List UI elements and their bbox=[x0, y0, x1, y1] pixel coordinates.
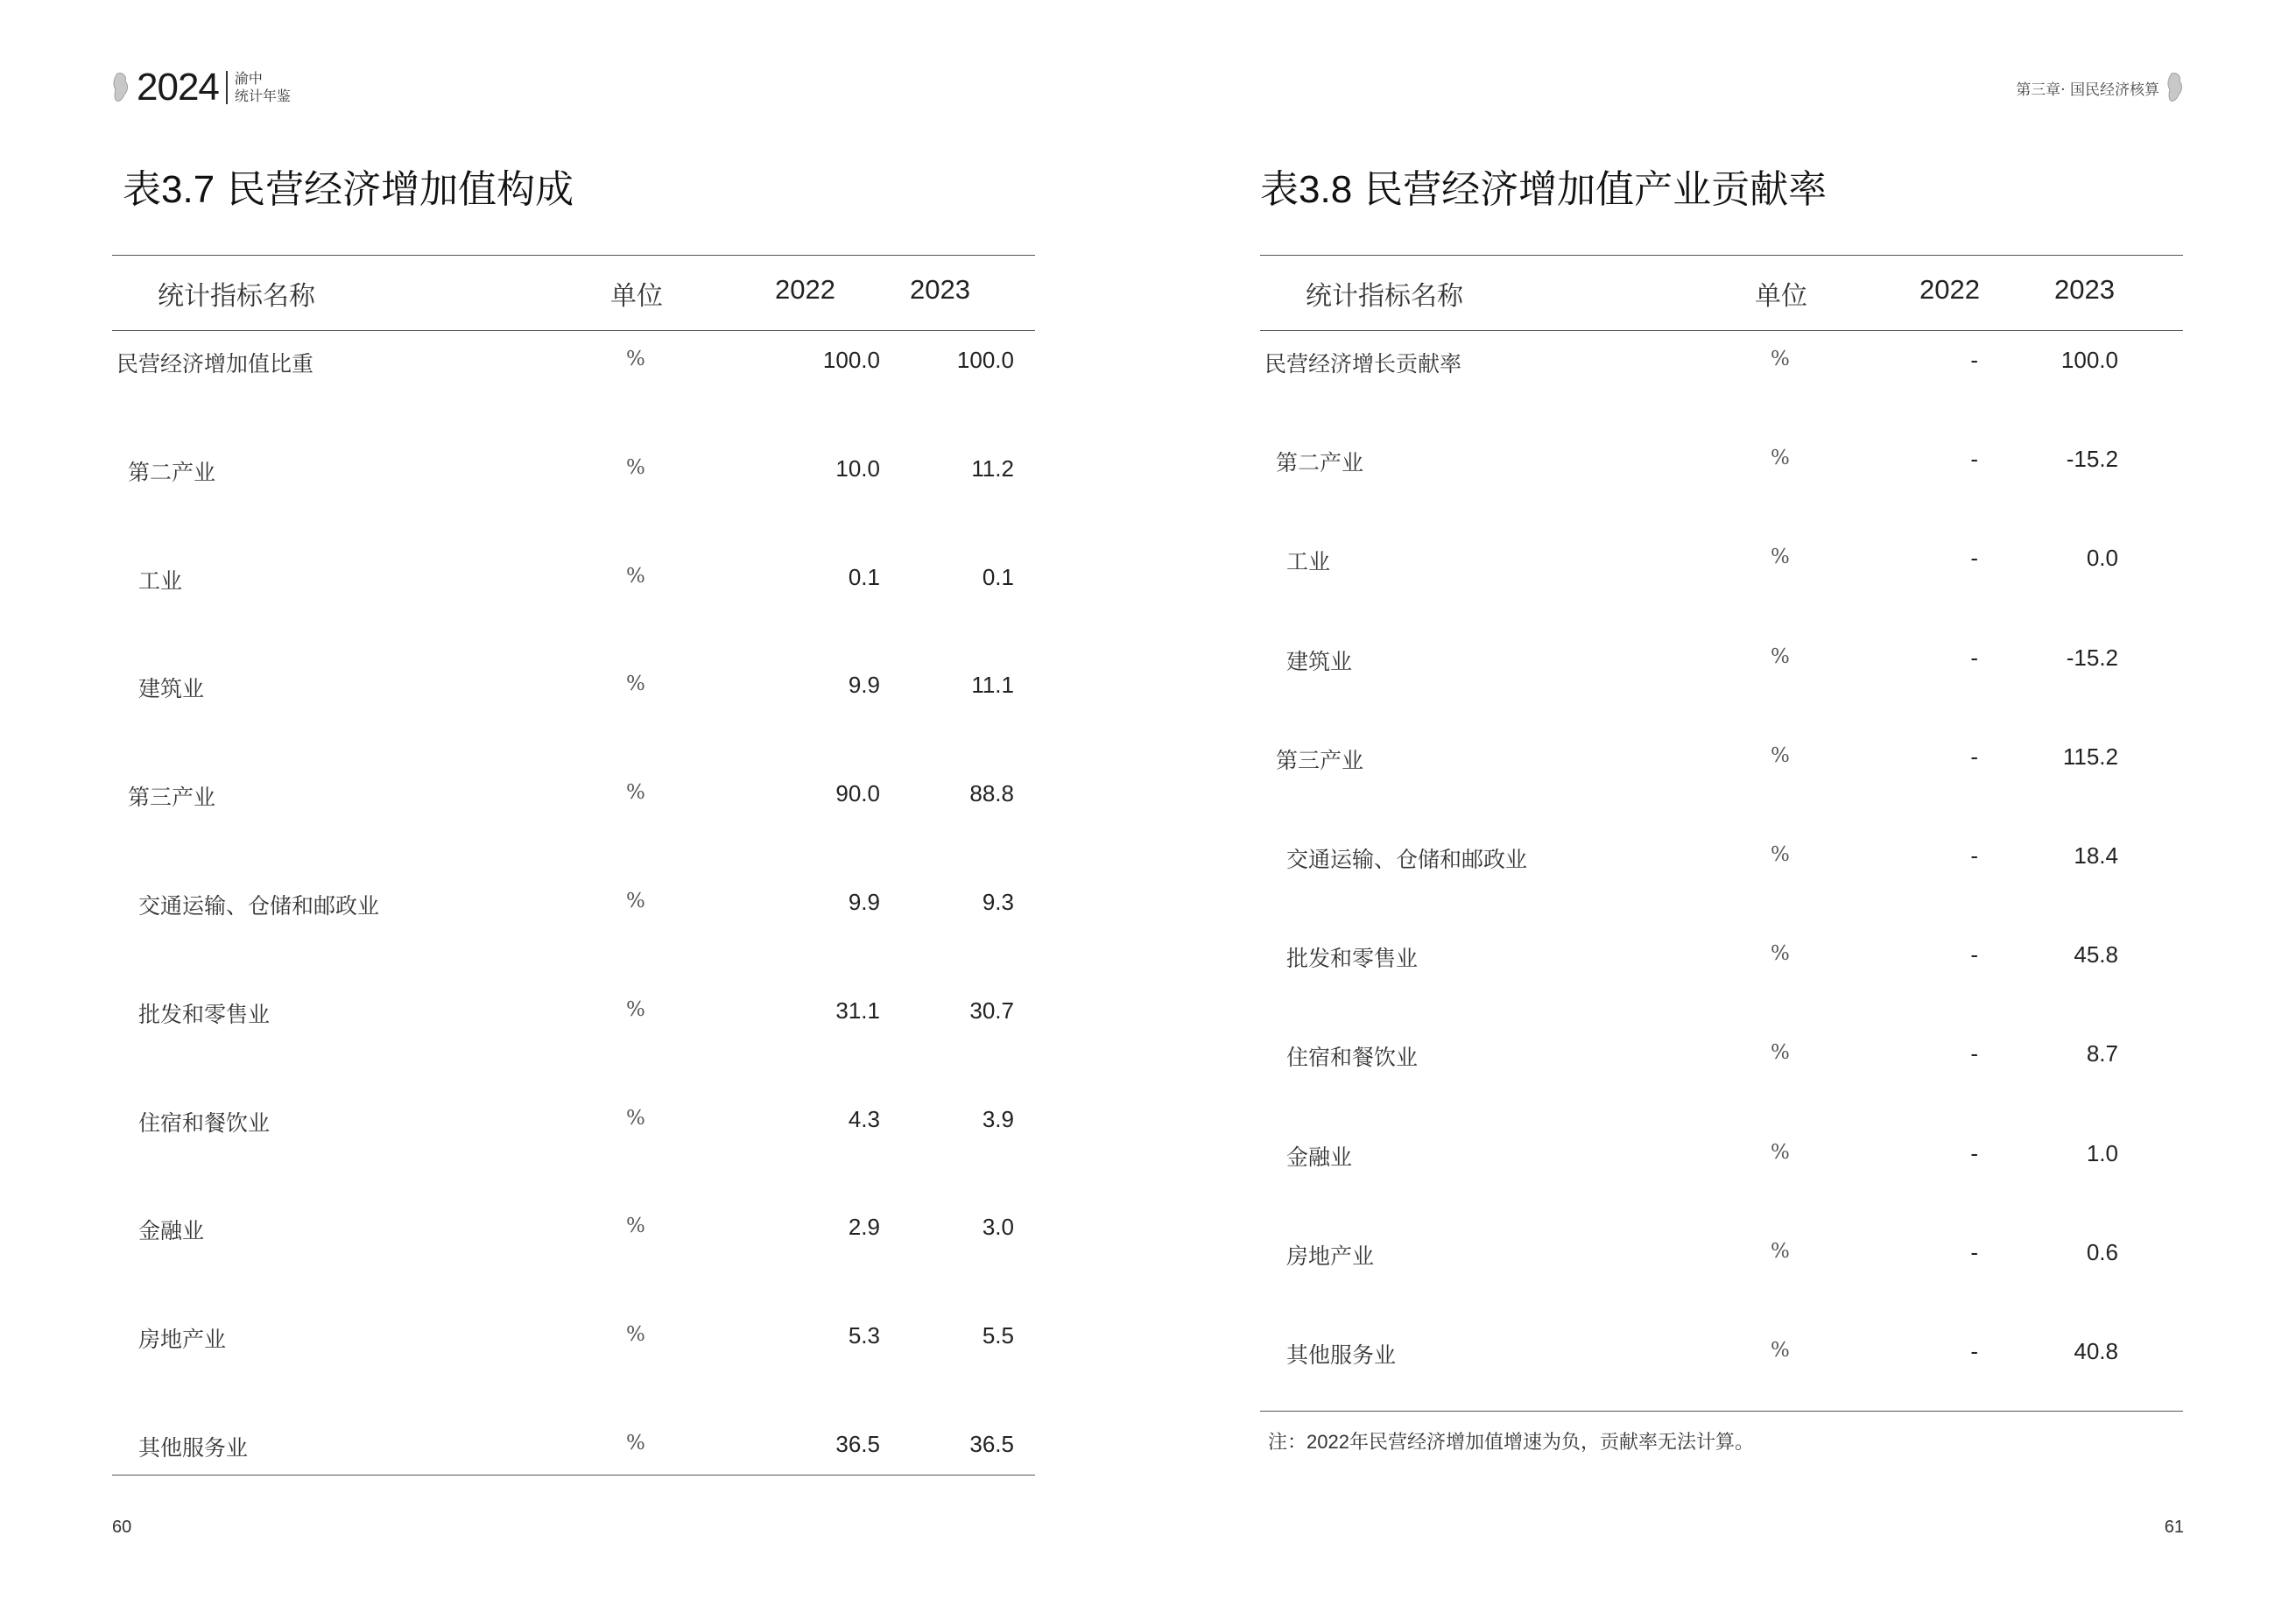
row-value-2023: -15.2 bbox=[2066, 644, 2118, 671]
header-year-2022: 2022 bbox=[1919, 274, 1980, 305]
header-unit: 单位 bbox=[610, 281, 663, 312]
row-value-2022: 0.1 bbox=[848, 563, 880, 590]
row-name: 第三产业 bbox=[128, 785, 216, 811]
row-unit: % bbox=[626, 673, 645, 696]
row-value-2023: 18.4 bbox=[2074, 842, 2118, 869]
row-value-2023: 30.7 bbox=[969, 997, 1014, 1024]
table-row bbox=[1260, 345, 2183, 380]
table38-title-text: 民营经济增加值产业贡献率 bbox=[1364, 167, 1828, 212]
header-book-line1: 渝中 bbox=[234, 70, 263, 87]
row-name: 民营经济增长贡献率 bbox=[1264, 351, 1462, 377]
table-row bbox=[112, 996, 1035, 1031]
table-row bbox=[112, 562, 1035, 597]
table38-title bbox=[1260, 158, 1827, 214]
city-map-icon bbox=[2166, 72, 2184, 103]
row-name: 批发和零售业 bbox=[138, 1001, 271, 1027]
row-value-2022: - bbox=[1970, 743, 1978, 770]
row-unit: % bbox=[1771, 546, 1790, 569]
row-unit: % bbox=[1771, 942, 1790, 966]
page-number-left: 60 bbox=[112, 1518, 132, 1537]
row-name: 交通运输、仓储和邮政业 bbox=[1286, 847, 1528, 872]
table38-title-number: 表3.8 bbox=[1260, 168, 1353, 211]
table-row bbox=[1260, 1039, 2183, 1074]
row-value-2022: - bbox=[1970, 446, 1978, 473]
row-unit: % bbox=[1771, 348, 1790, 370]
header-year-2023: 2023 bbox=[910, 274, 970, 305]
row-value-2023: 45.8 bbox=[2074, 941, 2118, 969]
row-name: 建筑业 bbox=[1286, 648, 1353, 674]
row-value-2022: - bbox=[1970, 1040, 1978, 1067]
row-value-2023: 3.9 bbox=[982, 1105, 1014, 1132]
row-value-2022: 10.0 bbox=[835, 454, 880, 482]
table-row bbox=[112, 1212, 1035, 1247]
note-text: 年民营经济增加值增速为负，贡献率无法计算。 bbox=[1349, 1432, 1754, 1454]
row-value-2022: - bbox=[1970, 1238, 1978, 1265]
row-value-2023: 100.0 bbox=[956, 347, 1014, 373]
row-value-2023: 0.6 bbox=[2086, 1238, 2118, 1265]
row-name: 其他服务业 bbox=[138, 1435, 249, 1461]
row-value-2023: 0.0 bbox=[2086, 545, 2118, 572]
row-value-2023: 88.8 bbox=[969, 780, 1014, 807]
row-unit: % bbox=[626, 1432, 645, 1455]
row-unit: % bbox=[626, 455, 645, 479]
row-unit: % bbox=[1771, 1041, 1790, 1065]
row-value-2023: 115.2 bbox=[2062, 743, 2118, 770]
row-unit: % bbox=[626, 1323, 645, 1347]
table37 bbox=[112, 255, 1035, 1476]
table-row bbox=[112, 454, 1035, 489]
row-value-2023: 3.0 bbox=[982, 1214, 1014, 1241]
row-name: 建筑业 bbox=[138, 676, 205, 702]
row-unit: % bbox=[626, 1106, 645, 1130]
table-row bbox=[1260, 940, 2183, 975]
row-value-2023: 1.0 bbox=[2086, 1139, 2118, 1166]
row-unit: % bbox=[626, 1215, 645, 1238]
row-value-2022: - bbox=[1970, 941, 1978, 969]
table-header-row bbox=[1260, 255, 2183, 330]
table-row bbox=[1260, 1237, 2183, 1272]
right-page bbox=[1148, 0, 2296, 1613]
table37-title bbox=[123, 158, 574, 214]
row-name: 第三产业 bbox=[1276, 747, 1364, 773]
table-header-rule bbox=[112, 330, 1035, 331]
note-year: 2022 bbox=[1306, 1431, 1349, 1453]
table-row bbox=[112, 670, 1035, 705]
header-year-2022: 2022 bbox=[775, 274, 835, 305]
table-header-rule bbox=[1260, 330, 2183, 331]
table38-footnote bbox=[1268, 1427, 1754, 1455]
table-row bbox=[1260, 742, 2183, 777]
row-value-2023: 9.3 bbox=[982, 889, 1014, 915]
table-row bbox=[1260, 841, 2183, 876]
table-row bbox=[112, 887, 1035, 922]
row-unit: % bbox=[626, 997, 645, 1021]
row-unit: % bbox=[626, 348, 645, 370]
note-prefix: 注： bbox=[1268, 1432, 1307, 1454]
row-value-2022: 100.0 bbox=[822, 347, 880, 373]
row-unit: % bbox=[626, 781, 645, 805]
row-value-2023: 11.1 bbox=[971, 672, 1014, 699]
row-value-2022: 9.9 bbox=[848, 889, 880, 915]
table-row bbox=[1260, 1138, 2183, 1173]
row-value-2023: 0.1 bbox=[982, 563, 1014, 590]
row-name: 金融业 bbox=[138, 1218, 205, 1244]
row-value-2023: -15.2 bbox=[2066, 446, 2118, 473]
header-book-line2: 统计年鉴 bbox=[234, 88, 291, 104]
row-value-2023: 8.7 bbox=[2086, 1040, 2118, 1067]
header-year-2023: 2023 bbox=[2054, 274, 2115, 305]
header-book-title bbox=[235, 70, 291, 105]
row-name: 金融业 bbox=[1286, 1144, 1353, 1170]
header-name: 统计指标名称 bbox=[158, 281, 315, 312]
header-unit: 单位 bbox=[1755, 281, 1807, 312]
chapter-header bbox=[2016, 72, 2184, 103]
row-name: 交通运输、仓储和邮政业 bbox=[138, 893, 380, 919]
row-unit: % bbox=[1771, 843, 1790, 866]
table37-title-text: 民营经济增加值构成 bbox=[227, 167, 574, 212]
row-name: 房地产业 bbox=[138, 1327, 227, 1353]
table-row bbox=[1260, 543, 2183, 578]
row-unit: % bbox=[1771, 743, 1790, 767]
row-unit: % bbox=[1771, 644, 1790, 668]
page-number-right: 61 bbox=[2164, 1518, 2184, 1537]
row-unit: % bbox=[626, 890, 645, 912]
table-row bbox=[112, 778, 1035, 814]
row-name: 第二产业 bbox=[1276, 450, 1364, 476]
header-divider bbox=[226, 71, 228, 104]
row-name: 批发和零售业 bbox=[1286, 946, 1419, 972]
row-name: 民营经济增加值比重 bbox=[116, 351, 314, 377]
row-value-2022: 4.3 bbox=[848, 1105, 880, 1132]
yearbook-header bbox=[112, 68, 291, 107]
row-value-2023: 40.8 bbox=[2074, 1338, 2118, 1364]
table-bottom-rule bbox=[1260, 1411, 2183, 1412]
row-value-2022: - bbox=[1970, 1139, 1978, 1166]
table38 bbox=[1260, 255, 2183, 1411]
row-name: 住宿和餐饮业 bbox=[138, 1109, 271, 1136]
row-value-2022: 2.9 bbox=[848, 1214, 880, 1241]
table-row bbox=[112, 1104, 1035, 1139]
table-header-row bbox=[112, 255, 1035, 330]
table37-title-number: 表3.7 bbox=[123, 168, 215, 211]
table-row bbox=[112, 1429, 1035, 1464]
row-value-2023: 5.5 bbox=[982, 1322, 1014, 1349]
table-bottom-rule bbox=[112, 1475, 1035, 1476]
row-value-2023: 100.0 bbox=[2060, 347, 2118, 373]
row-name: 工业 bbox=[1286, 549, 1331, 575]
city-map-icon bbox=[112, 72, 130, 103]
row-unit: % bbox=[1771, 447, 1790, 470]
header-name: 统计指标名称 bbox=[1306, 281, 1463, 312]
row-value-2022: - bbox=[1970, 545, 1978, 572]
header-year: 2024 bbox=[137, 66, 219, 109]
chapter-title: 第三章· 国民经济核算 bbox=[2016, 81, 2159, 99]
row-value-2022: 36.5 bbox=[835, 1431, 880, 1457]
row-value-2022: - bbox=[1970, 347, 1978, 373]
row-value-2022: - bbox=[1970, 644, 1978, 671]
table-row bbox=[112, 1321, 1035, 1356]
row-value-2022: 5.3 bbox=[848, 1322, 880, 1349]
row-unit: % bbox=[1771, 1339, 1790, 1362]
row-name: 第二产业 bbox=[128, 459, 216, 485]
row-name: 房地产业 bbox=[1286, 1243, 1375, 1269]
row-name: 工业 bbox=[138, 567, 183, 594]
row-value-2023: 11.2 bbox=[971, 454, 1014, 482]
row-value-2022: - bbox=[1970, 1338, 1978, 1364]
row-value-2022: 31.1 bbox=[835, 997, 880, 1024]
row-name: 其他服务业 bbox=[1286, 1342, 1397, 1368]
row-unit: % bbox=[1771, 1239, 1790, 1263]
row-value-2022: 90.0 bbox=[835, 780, 880, 807]
row-value-2022: 9.9 bbox=[848, 672, 880, 699]
row-value-2022: - bbox=[1970, 842, 1978, 869]
table-row bbox=[1260, 643, 2183, 678]
row-unit: % bbox=[1771, 1140, 1790, 1164]
table-row bbox=[1260, 1336, 2183, 1371]
row-value-2023: 36.5 bbox=[969, 1431, 1014, 1457]
row-name: 住宿和餐饮业 bbox=[1286, 1045, 1419, 1071]
table-row bbox=[112, 345, 1035, 380]
row-unit: % bbox=[626, 564, 645, 588]
table-row bbox=[1260, 444, 2183, 479]
